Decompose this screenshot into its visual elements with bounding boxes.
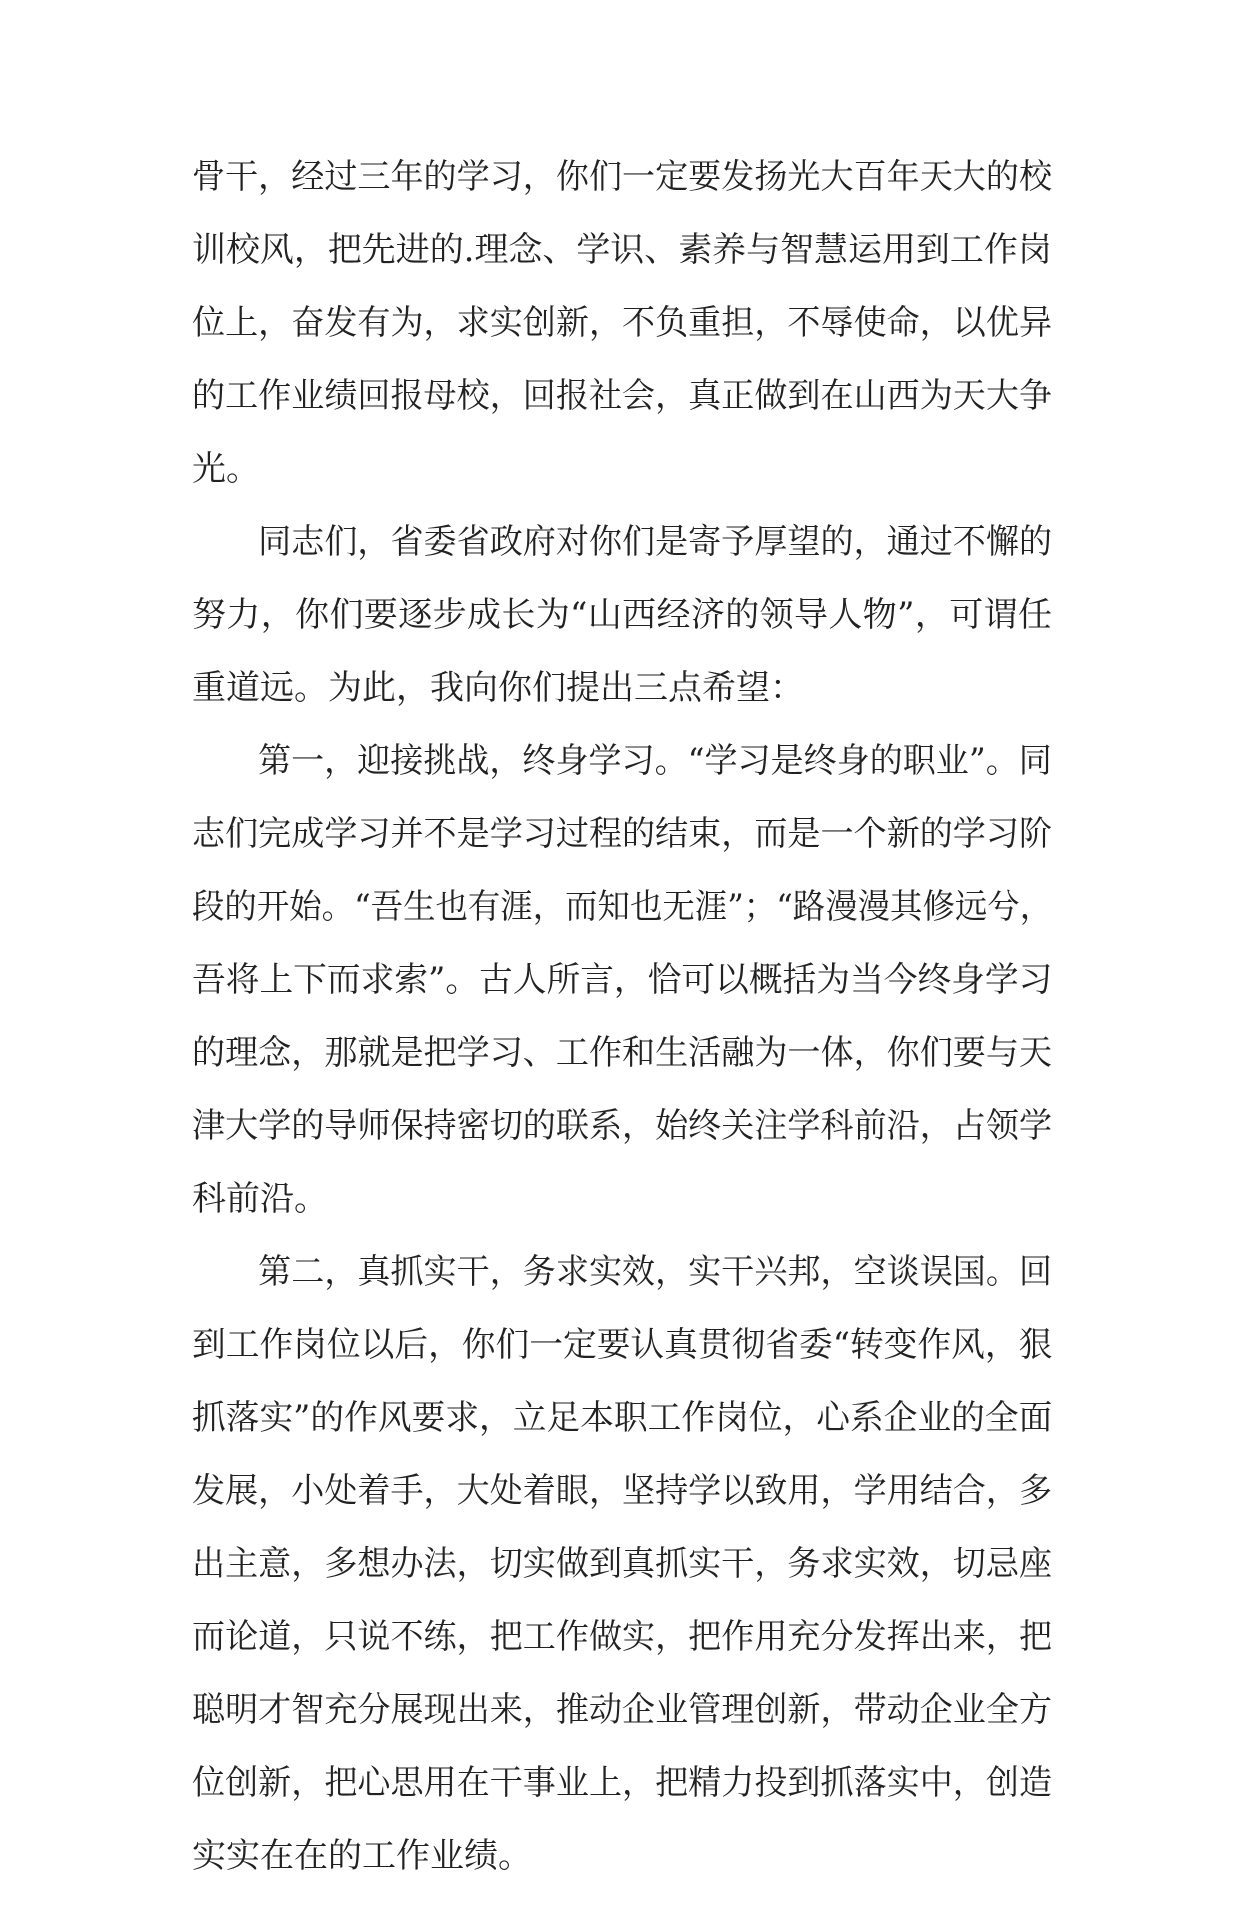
text-line: 重道远。为此，我向你们提出三点希望： (192, 668, 804, 708)
text-line: 的理念，那就是把学习、工作和生活融为一体，你们要与天 (192, 1033, 1053, 1073)
paragraph-4 (192, 1254, 1052, 1874)
paragraph-2 (192, 524, 1052, 706)
text-line: 骨干，经过三年的学习，你们一定要发扬光大百年天大的校 (192, 157, 1053, 197)
text-line: 训校风，把先进的.理念、学识、素养与智慧运用到工作岗 (192, 230, 1052, 270)
text-line: 光。 (192, 449, 260, 489)
document-body (192, 159, 1052, 1911)
text-line: 第二，真抓实干，务求实效，实干兴邦，空谈误国。回 (192, 1252, 1053, 1292)
text-line: 津大学的导师保持密切的联系，始终关注学科前沿，占领学 (192, 1106, 1053, 1146)
text-line: 努力，你们要逐步成长为“山西经济的领导人物”，可谓任 (192, 595, 1052, 635)
paragraph-1 (192, 159, 1052, 487)
text-line: 而论道，只说不练，把工作做实，把作用充分发挥出来，把 (192, 1617, 1053, 1657)
text-line: 段的开始。“吾生也有涯，而知也无涯”；“路漫漫其修远兮， (192, 887, 1053, 927)
text-line: 吾将上下而求索”。古人所言，恰可以概括为当今终身学习 (192, 960, 1053, 1000)
paragraph-3 (192, 743, 1052, 1217)
text-line: 志们完成学习并不是学习过程的结束，而是一个新的学习阶 (192, 814, 1053, 854)
text-line: 同志们，省委省政府对你们是寄予厚望的，通过不懈的 (192, 522, 1053, 562)
text-line: 到工作岗位以后，你们一定要认真贯彻省委“转变作风，狠 (192, 1325, 1053, 1365)
text-line: 聪明才智充分展现出来，推动企业管理创新，带动企业全方 (192, 1690, 1053, 1730)
text-line: 第一，迎接挑战，终身学习。“学习是终身的职业”。同 (192, 741, 1052, 781)
text-line: 科前沿。 (192, 1179, 328, 1219)
text-line: 抓落实”的作风要求，立足本职工作岗位，心系企业的全面 (192, 1398, 1053, 1438)
text-line: 位创新，把心思用在干事业上，把精力投到抓落实中，创造 (192, 1763, 1053, 1803)
text-line: 发展，小处着手，大处着眼，坚持学以致用，学用结合，多 (192, 1471, 1053, 1511)
text-line: 实实在在的工作业绩。 (192, 1836, 532, 1876)
text-line: 的工作业绩回报母校，回报社会，真正做到在山西为天大争 (192, 376, 1053, 416)
text-line: 出主意，多想办法，切实做到真抓实干，务求实效，切忌座 (192, 1544, 1053, 1584)
text-line: 位上，奋发有为，求实创新，不负重担，不辱使命，以优异 (192, 303, 1053, 343)
